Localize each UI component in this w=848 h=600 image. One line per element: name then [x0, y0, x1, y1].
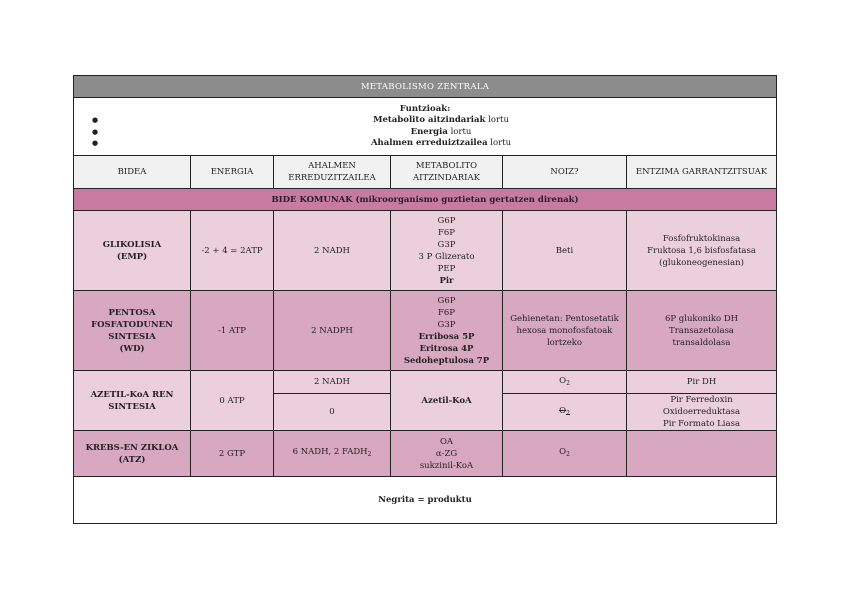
energy-cell: -1 ATP — [191, 291, 274, 371]
header-bidea: BIDEA — [74, 156, 191, 189]
pathway-name: PENTOSA FOSFATODUNEN SINTESIA (WD) — [74, 291, 191, 371]
energy-cell: 0 ATP — [191, 371, 274, 431]
table-title: METABOLISMO ZENTRALA — [74, 76, 777, 98]
energy-cell: -2 + 4 = 2ATP — [191, 211, 274, 291]
header-ahalmen: AHALMEN ERREDUZITZAILEA — [274, 156, 391, 189]
when-cell: $O_2$ — [503, 371, 627, 394]
when-cell: $O_2$ — [503, 394, 627, 431]
reducing-cell: 2 NADH — [274, 211, 391, 291]
metabolites-cell: G6P F6P G3P 3 P Glizerato PEP Pir — [391, 211, 503, 291]
reducing-cell: 6 NADH, 2 $FADH_2$ — [274, 431, 391, 477]
functions-cell — [74, 98, 777, 156]
metabolites-cell: G6P F6P G3P Erribosa 5P Eritrosa 4P Sedoheptulosa 7P — [391, 291, 503, 371]
table-row — [74, 211, 777, 291]
list-item: ● Ahalmen erreduiztzailea lortu — [110, 138, 772, 150]
table-row — [74, 371, 777, 394]
section-header: BIDE KOMUNAK (mikroorganismo guztietan gertatzen direnak) — [74, 189, 777, 211]
table-row — [74, 431, 777, 477]
reducing-cell: 0 — [274, 394, 391, 431]
reducing-cell: 2 NADPH — [274, 291, 391, 371]
pathway-name: AZETIL-KoA REN SINTESIA — [74, 371, 191, 431]
when-cell: Gehienetan: Pentosetatik hexosa monofosfatoak lortzeko — [503, 291, 627, 371]
metabolites-cell: Azetil-KoA — [391, 371, 503, 431]
enzymes-cell: Pir Ferredoxin Oxidoerreduktasa Pir Formato Liasa — [627, 394, 777, 431]
header-entzima: ENTZIMA GARRANTZITSUAK — [627, 156, 777, 189]
metabolism-table — [73, 75, 777, 524]
metabolites-cell: OA α-ZG sukzinil-KoA — [391, 431, 503, 477]
functions-heading: Funtzioak: — [399, 104, 451, 115]
when-cell: Beti — [503, 211, 627, 291]
list-item: ● Metabolito aitzindariak lortu — [110, 115, 772, 127]
reducing-cell: 2 NADH — [274, 371, 391, 394]
pathway-name: KREBS-EN ZIKLOA (ATZ) — [74, 431, 191, 477]
enzymes-cell: 6P glukoniko DH Transazetolasa transaldolasa — [627, 291, 777, 371]
when-cell: $O_2$ — [503, 431, 627, 477]
pathway-name: GLIKOLISIA (EMP) — [74, 211, 191, 291]
header-row — [74, 156, 777, 189]
list-item: ● Energia lortu — [110, 127, 772, 139]
header-energia: ENERGIA — [191, 156, 274, 189]
legend-note: Negrita = produktu — [74, 477, 777, 524]
header-metabolito: METABOLITO AITZINDARIAK — [391, 156, 503, 189]
table-row — [74, 291, 777, 371]
functions-list — [78, 115, 772, 150]
energy-cell: 2 GTP — [191, 431, 274, 477]
enzymes-cell: Fosfofruktokinasa Fruktosa 1,6 bisfosfatasa (glukoneogenesian) — [627, 211, 777, 291]
header-noiz: NOIZ? — [503, 156, 627, 189]
enzymes-cell — [627, 431, 777, 477]
enzymes-cell: Pir DH — [627, 371, 777, 394]
